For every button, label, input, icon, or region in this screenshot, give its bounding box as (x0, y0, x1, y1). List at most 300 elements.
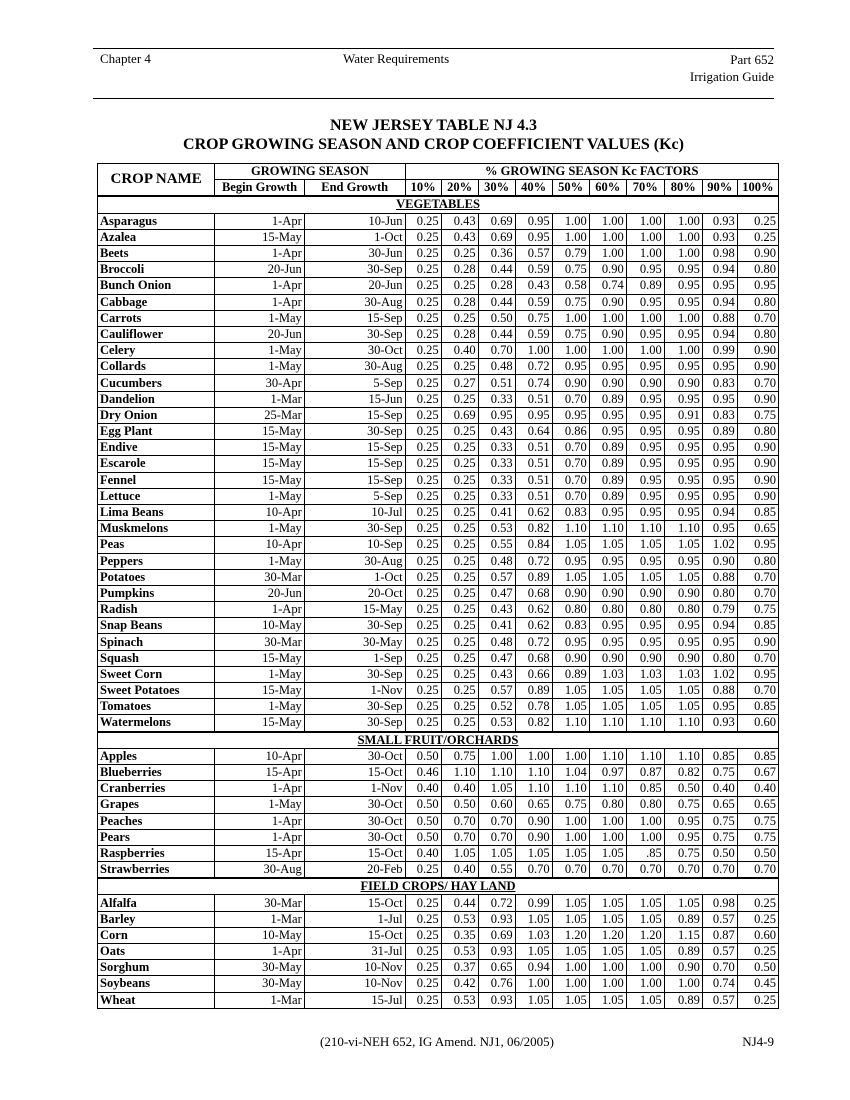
kc-value-cell: 1.00 (552, 960, 589, 976)
crop-name-cell: Potatoes (98, 569, 215, 585)
kc-value-cell: 1.00 (626, 310, 664, 326)
kc-value-cell: 0.70 (478, 343, 515, 359)
pct-header: 90% (702, 180, 737, 197)
begin-growth-cell: 20-Jun (215, 326, 304, 342)
kc-value-cell: 0.25 (441, 521, 478, 537)
end-growth-cell: 20-Feb (304, 862, 405, 879)
footer-reference: (210-vi-NEH 652, IG Amend. NJ1, 06/2005) (320, 1034, 554, 1049)
kc-value-cell: 0.83 (552, 504, 589, 520)
kc-value-cell: 0.95 (664, 326, 702, 342)
kc-value-cell: 0.25 (441, 650, 478, 666)
kc-value-cell: 0.70 (552, 472, 589, 488)
kc-value-cell: 0.95 (702, 359, 737, 375)
kc-value-cell: 0.43 (441, 213, 478, 229)
kc-value-cell: 0.75 (702, 764, 737, 780)
kc-value-cell: 0.95 (626, 262, 664, 278)
kc-value-cell: 0.70 (441, 813, 478, 829)
end-growth-cell: 1-Nov (304, 683, 405, 699)
kc-value-cell: 0.74 (702, 976, 737, 992)
kc-value-cell: 0.70 (552, 488, 589, 504)
begin-growth-cell: 30-May (215, 960, 304, 976)
begin-growth-cell: 1-Mar (215, 911, 304, 927)
kc-value-cell: 0.95 (552, 359, 589, 375)
kc-value-cell: 0.25 (441, 440, 478, 456)
kc-value-cell: 0.91 (664, 407, 702, 423)
begin-growth-cell: 1-Apr (215, 294, 304, 310)
kc-value-cell: 0.75 (702, 813, 737, 829)
kc-value-cell: 0.97 (589, 764, 626, 780)
begin-growth-cell: 15-Apr (215, 764, 304, 780)
kc-value-cell: 0.95 (702, 488, 737, 504)
begin-growth-cell: 1-Mar (215, 992, 304, 1008)
kc-value-cell: 1.00 (589, 229, 626, 245)
kc-value-cell: 0.75 (552, 294, 589, 310)
table-row (98, 797, 779, 813)
begin-growth-cell: 1-May (215, 521, 304, 537)
table-row (98, 569, 779, 585)
kc-value-cell: 0.25 (441, 456, 478, 472)
kc-value-cell: 0.95 (664, 488, 702, 504)
kc-value-cell: 0.25 (405, 294, 441, 310)
table-row (98, 960, 779, 976)
kc-value-cell: 0.70 (552, 862, 589, 879)
kc-value-cell: 1.00 (664, 245, 702, 261)
table-row (98, 699, 779, 715)
kc-value-cell: 0.33 (478, 391, 515, 407)
kc-value-cell: 0.70 (702, 862, 737, 879)
kc-value-cell: 1.05 (441, 845, 478, 861)
kc-value-cell: 0.40 (441, 781, 478, 797)
kc-value-cell: 0.70 (737, 585, 778, 601)
crop-name-cell: Peaches (98, 813, 215, 829)
kc-value-cell: 0.95 (664, 472, 702, 488)
section-row (98, 878, 779, 895)
end-growth-cell: 1-Oct (304, 569, 405, 585)
kc-value-cell: 0.25 (737, 911, 778, 927)
begin-growth-cell: 15-May (215, 440, 304, 456)
kc-value-cell: 1.00 (626, 213, 664, 229)
table-row (98, 715, 779, 732)
kc-value-cell: 0.25 (405, 407, 441, 423)
kc-value-cell: 1.00 (552, 343, 589, 359)
kc-value-cell: 1.05 (589, 944, 626, 960)
kc-value-cell: 1.00 (626, 813, 664, 829)
table-row (98, 229, 779, 245)
kc-value-cell: 0.75 (737, 813, 778, 829)
kc-value-cell: 0.90 (664, 650, 702, 666)
crop-name-cell: Pears (98, 829, 215, 845)
kc-value-cell: 0.70 (737, 650, 778, 666)
kc-value-cell: 0.25 (441, 278, 478, 294)
crop-name-cell: Lettuce (98, 488, 215, 504)
kc-value-cell: 0.48 (478, 359, 515, 375)
kc-value-cell: 0.65 (515, 797, 552, 813)
kc-value-cell: 0.76 (478, 976, 515, 992)
kc-value-cell: 0.90 (515, 813, 552, 829)
table-row (98, 585, 779, 601)
kc-value-cell: 0.95 (702, 634, 737, 650)
kc-value-cell: 0.25 (405, 699, 441, 715)
end-growth-cell: 30-Sep (304, 521, 405, 537)
part-number: Part 652 (730, 52, 774, 67)
kc-value-cell: 0.25 (405, 245, 441, 261)
kc-value-cell: 0.95 (737, 537, 778, 553)
kc-value-cell: 0.40 (441, 862, 478, 879)
kc-value-cell: 0.51 (515, 391, 552, 407)
kc-value-cell: 0.70 (664, 862, 702, 879)
crop-name-cell: Cranberries (98, 781, 215, 797)
kc-value-cell: 1.10 (441, 764, 478, 780)
table-row (98, 976, 779, 992)
guide-name: Irrigation Guide (689, 69, 774, 84)
kc-value-cell: 0.55 (478, 537, 515, 553)
end-growth-cell: 15-Sep (304, 440, 405, 456)
kc-value-cell: 0.58 (552, 278, 589, 294)
kc-value-cell: 0.60 (478, 797, 515, 813)
kc-value-cell: 0.95 (664, 440, 702, 456)
begin-growth-cell: 10-May (215, 927, 304, 943)
kc-value-cell: 0.80 (552, 602, 589, 618)
kc-value-cell: 0.95 (626, 618, 664, 634)
table-row (98, 537, 779, 553)
kc-value-cell: 0.25 (405, 521, 441, 537)
end-growth-cell: 1-Oct (304, 229, 405, 245)
kc-value-cell: 0.40 (702, 781, 737, 797)
end-growth-cell: 30-Sep (304, 699, 405, 715)
kc-value-cell: 0.89 (552, 666, 589, 682)
kc-factors-header: % GROWING SEASON Kc FACTORS (405, 164, 778, 180)
kc-value-cell: 1.00 (589, 829, 626, 845)
kc-value-cell: 1.00 (552, 976, 589, 992)
header-bottom-rule (93, 98, 774, 99)
kc-value-cell: 0.79 (702, 602, 737, 618)
kc-value-cell: 1.00 (589, 960, 626, 976)
kc-value-cell: 1.15 (664, 927, 702, 943)
kc-value-cell: 1.00 (626, 229, 664, 245)
begin-growth-cell: 20-Jun (215, 262, 304, 278)
begin-growth-cell: 10-Apr (215, 748, 304, 764)
table-row (98, 488, 779, 504)
crop-name-cell: Dandelion (98, 391, 215, 407)
table-row (98, 391, 779, 407)
kc-value-cell: 0.90 (737, 472, 778, 488)
crop-name-cell: Barley (98, 911, 215, 927)
end-growth-cell: 31-Jul (304, 944, 405, 960)
kc-value-cell: 0.66 (515, 666, 552, 682)
kc-value-cell: 0.25 (441, 537, 478, 553)
kc-value-cell: 0.95 (702, 472, 737, 488)
begin-growth-cell: 30-Apr (215, 375, 304, 391)
kc-value-cell: 0.90 (737, 359, 778, 375)
kc-value-cell: 0.85 (737, 618, 778, 634)
kc-value-cell: 0.25 (737, 213, 778, 229)
end-growth-cell: 15-Sep (304, 407, 405, 423)
kc-value-cell: 1.03 (515, 927, 552, 943)
kc-value-cell: 0.42 (441, 976, 478, 992)
kc-value-cell: 0.65 (478, 960, 515, 976)
kc-value-cell: 0.95 (664, 278, 702, 294)
kc-value-cell: 0.85 (737, 748, 778, 764)
kc-value-cell: 0.80 (702, 585, 737, 601)
kc-value-cell: 0.25 (441, 569, 478, 585)
kc-value-cell: 0.67 (737, 764, 778, 780)
kc-value-cell: 0.65 (737, 797, 778, 813)
kc-value-cell: 0.40 (405, 845, 441, 861)
kc-value-cell: 0.25 (405, 911, 441, 927)
kc-value-cell: 0.52 (478, 699, 515, 715)
table-row (98, 521, 779, 537)
section-row (98, 196, 779, 213)
kc-value-cell: 0.57 (478, 569, 515, 585)
table-row (98, 504, 779, 520)
kc-value-cell: 0.80 (626, 602, 664, 618)
begin-growth-cell: 20-Jun (215, 585, 304, 601)
kc-value-cell: 0.95 (626, 424, 664, 440)
kc-value-cell: 0.95 (552, 634, 589, 650)
end-growth-cell: 15-Oct (304, 764, 405, 780)
kc-value-cell: 0.37 (441, 960, 478, 976)
kc-value-cell: 1.05 (552, 537, 589, 553)
kc-value-cell: 0.84 (515, 537, 552, 553)
section-row (98, 732, 779, 749)
kc-value-cell: 0.68 (515, 650, 552, 666)
kc-value-cell: 0.53 (441, 944, 478, 960)
pct-header: 50% (552, 180, 589, 197)
kc-value-cell: 0.25 (405, 472, 441, 488)
kc-value-cell: 0.95 (664, 829, 702, 845)
kc-value-cell: 0.40 (405, 781, 441, 797)
begin-growth-cell: 10-May (215, 618, 304, 634)
table-row (98, 326, 779, 342)
end-growth-cell: 30-Oct (304, 748, 405, 764)
begin-growth-cell: 10-Apr (215, 504, 304, 520)
kc-value-cell: 0.47 (478, 585, 515, 601)
kc-value-cell: 0.98 (702, 895, 737, 911)
kc-value-cell: 0.83 (552, 618, 589, 634)
kc-value-cell: 1.03 (664, 666, 702, 682)
table-row (98, 456, 779, 472)
crop-name-cell: Azalea (98, 229, 215, 245)
begin-growth-cell: 15-May (215, 424, 304, 440)
kc-value-cell: 0.95 (626, 326, 664, 342)
kc-value-cell: 0.89 (515, 569, 552, 585)
kc-value-cell: 0.75 (515, 310, 552, 326)
begin-growth-cell: 1-Apr (215, 278, 304, 294)
kc-value-cell: 0.43 (478, 602, 515, 618)
kc-value-cell: 1.03 (626, 666, 664, 682)
kc-value-cell: 0.48 (478, 634, 515, 650)
kc-value-cell: 0.50 (405, 797, 441, 813)
kc-value-cell: 0.93 (702, 213, 737, 229)
page-number: NJ4-9 (742, 1034, 774, 1049)
kc-value-cell: 0.95 (589, 359, 626, 375)
kc-value-cell: 1.10 (664, 521, 702, 537)
kc-value-cell: 0.44 (478, 326, 515, 342)
kc-value-cell: 1.10 (626, 748, 664, 764)
kc-value-cell: 1.00 (664, 229, 702, 245)
kc-value-cell: 0.90 (552, 375, 589, 391)
kc-value-cell: 1.05 (626, 895, 664, 911)
end-growth-cell: 30-Sep (304, 262, 405, 278)
kc-value-cell: 0.72 (478, 895, 515, 911)
kc-value-cell: 0.95 (737, 666, 778, 682)
kc-value-cell: 0.43 (478, 666, 515, 682)
kc-value-cell: 0.70 (552, 456, 589, 472)
table-row (98, 634, 779, 650)
crop-name-cell: Broccoli (98, 262, 215, 278)
end-growth-cell: 30-Aug (304, 359, 405, 375)
end-growth-cell: 30-Oct (304, 797, 405, 813)
kc-value-cell: 0.25 (441, 618, 478, 634)
kc-value-cell: 0.62 (515, 504, 552, 520)
kc-value-cell: 0.90 (589, 650, 626, 666)
kc-value-cell: 0.75 (737, 829, 778, 845)
kc-value-cell: 0.95 (515, 213, 552, 229)
kc-value-cell: 0.45 (737, 976, 778, 992)
kc-value-cell: 0.25 (405, 634, 441, 650)
crop-name-cell: Watermelons (98, 715, 215, 732)
kc-value-cell: 1.05 (552, 845, 589, 861)
kc-value-cell: 0.88 (702, 683, 737, 699)
kc-value-cell: 1.05 (552, 683, 589, 699)
kc-value-cell: 0.25 (441, 553, 478, 569)
crop-name-cell: Beets (98, 245, 215, 261)
kc-value-cell: 0.82 (515, 715, 552, 732)
kc-value-cell: 0.98 (702, 245, 737, 261)
kc-value-cell: 0.89 (589, 456, 626, 472)
kc-value-cell: 0.25 (737, 229, 778, 245)
kc-value-cell: 0.50 (737, 960, 778, 976)
begin-growth-cell: 15-May (215, 683, 304, 699)
kc-value-cell: 0.51 (515, 488, 552, 504)
kc-value-cell: 1.05 (626, 569, 664, 585)
crop-name-cell: Squash (98, 650, 215, 666)
crop-name-cell: Strawberries (98, 862, 215, 879)
kc-value-cell: 1.00 (626, 976, 664, 992)
kc-value-cell: 0.70 (478, 813, 515, 829)
kc-value-cell: 0.25 (405, 895, 441, 911)
kc-value-cell: 0.72 (515, 359, 552, 375)
kc-value-cell: 1.00 (589, 976, 626, 992)
kc-value-cell: 0.89 (589, 488, 626, 504)
kc-value-cell: 0.50 (702, 845, 737, 861)
begin-growth-cell: 1-Apr (215, 813, 304, 829)
begin-growth-cell: 1-May (215, 699, 304, 715)
kc-value-cell: 0.90 (737, 391, 778, 407)
kc-value-cell: 0.94 (702, 618, 737, 634)
kc-value-cell: 0.53 (441, 992, 478, 1008)
kc-value-cell: 1.05 (589, 845, 626, 861)
kc-value-cell: 0.95 (626, 456, 664, 472)
end-growth-cell: 30-May (304, 634, 405, 650)
crop-name-cell: Sweet Corn (98, 666, 215, 682)
kc-value-cell: 0.78 (515, 699, 552, 715)
kc-value-cell: 0.51 (515, 456, 552, 472)
kc-value-cell: 0.25 (441, 245, 478, 261)
kc-value-cell: 1.10 (589, 521, 626, 537)
end-growth-cell: 10-Nov (304, 960, 405, 976)
kc-value-cell: 0.95 (664, 553, 702, 569)
table-row (98, 911, 779, 927)
kc-value-cell: 1.10 (552, 781, 589, 797)
kc-value-cell: 0.89 (515, 683, 552, 699)
kc-value-cell: 0.25 (405, 618, 441, 634)
kc-value-cell: 0.25 (405, 375, 441, 391)
crop-name-cell: Peas (98, 537, 215, 553)
end-growth-cell: 20-Oct (304, 585, 405, 601)
end-growth-cell: 15-Sep (304, 472, 405, 488)
crop-name-cell: Peppers (98, 553, 215, 569)
kc-value-cell: 0.25 (405, 927, 441, 943)
kc-value-cell: 0.25 (441, 585, 478, 601)
kc-value-cell: 0.57 (702, 944, 737, 960)
kc-value-cell: 0.25 (441, 472, 478, 488)
table-row (98, 407, 779, 423)
kc-value-cell: 0.25 (405, 602, 441, 618)
end-growth-cell: 15-May (304, 602, 405, 618)
kc-value-cell: 0.75 (664, 845, 702, 861)
crop-name-cell: Cucumbers (98, 375, 215, 391)
section-heading: VEGETABLES (98, 196, 779, 213)
kc-value-cell: 0.80 (589, 602, 626, 618)
kc-value-cell: 0.50 (405, 748, 441, 764)
crop-name-cell: Corn (98, 927, 215, 943)
kc-value-cell: 1.05 (626, 992, 664, 1008)
begin-growth-cell: 15-May (215, 715, 304, 732)
pct-header: 100% (737, 180, 778, 197)
kc-value-cell: 0.57 (702, 992, 737, 1008)
kc-value-cell: 0.90 (626, 375, 664, 391)
begin-growth-cell: 1-Apr (215, 829, 304, 845)
kc-value-cell: 1.00 (589, 813, 626, 829)
table-row (98, 781, 779, 797)
kc-value-cell: 0.86 (552, 424, 589, 440)
kc-value-cell: 0.25 (405, 715, 441, 732)
kc-value-cell: 0.25 (441, 424, 478, 440)
table-row (98, 262, 779, 278)
crop-name-cell: Soybeans (98, 976, 215, 992)
table-row (98, 343, 779, 359)
kc-value-cell: 0.25 (441, 683, 478, 699)
table-row (98, 650, 779, 666)
end-growth-cell: 20-Jun (304, 278, 405, 294)
kc-value-cell: 1.00 (589, 213, 626, 229)
end-growth-cell: 5-Sep (304, 375, 405, 391)
end-growth-cell: 15-Jul (304, 992, 405, 1008)
kc-value-cell: 0.25 (405, 488, 441, 504)
kc-value-cell: 1.02 (702, 666, 737, 682)
kc-value-cell: 1.05 (552, 569, 589, 585)
end-growth-cell: 30-Sep (304, 666, 405, 682)
kc-value-cell: 1.00 (589, 343, 626, 359)
begin-growth-cell: 1-May (215, 553, 304, 569)
begin-growth-cell: 15-May (215, 650, 304, 666)
kc-value-cell: 0.72 (515, 634, 552, 650)
table-row (98, 845, 779, 861)
table-row (98, 813, 779, 829)
kc-value-cell: 1.00 (626, 829, 664, 845)
kc-value-cell: 0.95 (626, 440, 664, 456)
kc-value-cell: 0.95 (589, 553, 626, 569)
crop-name-cell: Carrots (98, 310, 215, 326)
kc-value-cell: 0.90 (626, 585, 664, 601)
kc-value-cell: 0.53 (478, 521, 515, 537)
kc-value-cell: 0.95 (552, 553, 589, 569)
table-row (98, 683, 779, 699)
crop-name-cell: Snap Beans (98, 618, 215, 634)
kc-value-cell: 0.25 (405, 424, 441, 440)
kc-value-cell: 0.95 (626, 504, 664, 520)
